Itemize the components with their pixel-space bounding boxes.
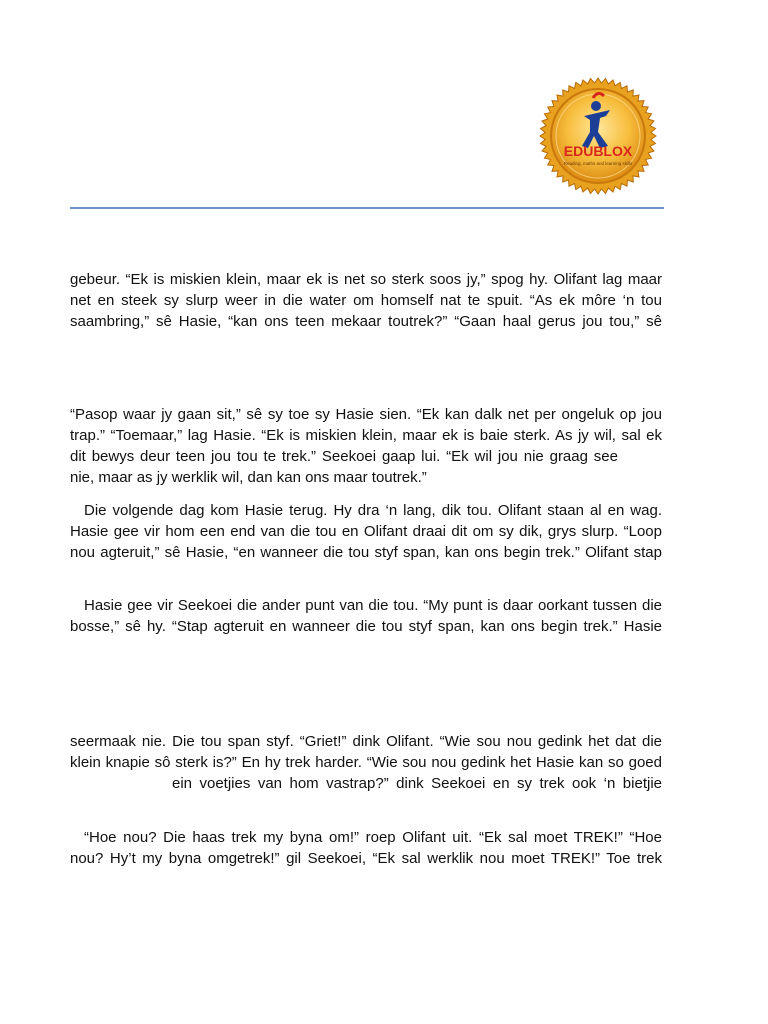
text-line: nou agteruit,” sê Hasie, “en wanneer die tou styf span, kan ons begin trek.” Olifant stap	[70, 544, 662, 561]
text-line: klein knapie sô sterk is?” En hy trek harder. “Wie sou nou gedink het Hasie kan so goed	[70, 754, 662, 771]
text-line: net en steek sy slurp weer in die water om homself nat te spuit. “As ek môre ‘n tou	[70, 292, 662, 309]
text-line: ein voetjies van hom vastrap?” dink Seekoei en sy trek ook ‘n bietjie	[172, 775, 662, 792]
paragraph-4	[70, 595, 662, 637]
text-line: “Hoe nou? Die haas trek my byna om!” roep Olifant uit. “Ek sal moet TREK!” “Hoe	[84, 829, 662, 846]
edublox-logo	[538, 76, 658, 196]
text-line: nou? Hy’t my byna omgetrek!” gil Seekoei, “Ek sal werklik nou moet TREK!” Toe trek	[70, 850, 662, 867]
paragraph-3	[70, 500, 662, 563]
text-line: “Pasop waar jy gaan sit,” sê sy toe sy Hasie sien. “Ek kan dalk net per ongeluk op jou	[70, 406, 662, 423]
svg-text:Reading, maths and learning sk: Reading, maths and learning skills	[563, 161, 633, 166]
text-line: Hasie gee vir Seekoei die ander punt van die tou. “My punt is daar oorkant tussen die	[84, 597, 662, 614]
svg-text:EDUBLOX: EDUBLOX	[563, 143, 633, 159]
paragraph-2	[70, 404, 662, 488]
text-line: dit bewys deur teen jou tou te trek.” Seekoei gaap lui. “Ek wil jou nie graag see	[70, 448, 618, 465]
text-line: trap.” “Toemaar,” lag Hasie. “Ek is miskien klein, maar ek is baie sterk. As jy wil, sal ek	[70, 427, 662, 444]
paragraph-5	[70, 731, 662, 794]
paragraph-6	[70, 827, 662, 869]
header-divider	[70, 207, 664, 209]
text-line: Hasie gee vir hom een end van die tou en Olifant draai dit om sy dik, grys slurp. “Loop	[70, 523, 662, 540]
text-line: nie, maar as jy werklik wil, dan kan ons maar toutrek.”	[70, 469, 427, 486]
text-line: saambring,” sê Hasie, “kan ons teen mekaar toutrek?” “Gaan haal gerus jou tou,” sê	[70, 313, 662, 330]
edublox-badge-icon	[538, 76, 658, 196]
text-line: Die volgende dag kom Hasie terug. Hy dra ‘n lang, dik tou. Olifant staan al en wag.	[84, 502, 662, 519]
text-line: seermaak nie. Die tou span styf. “Griet!” dink Olifant. “Wie sou nou gedink het dat die	[70, 733, 662, 750]
paragraph-1	[70, 269, 662, 332]
text-line: bosse,” sê hy. “Stap agteruit en wanneer die tou styf span, kan ons begin trek.” Hasie	[70, 618, 662, 635]
text-line: gebeur. “Ek is miskien klein, maar ek is net so sterk soos jy,” spog hy. Olifant lag maar	[70, 271, 662, 288]
